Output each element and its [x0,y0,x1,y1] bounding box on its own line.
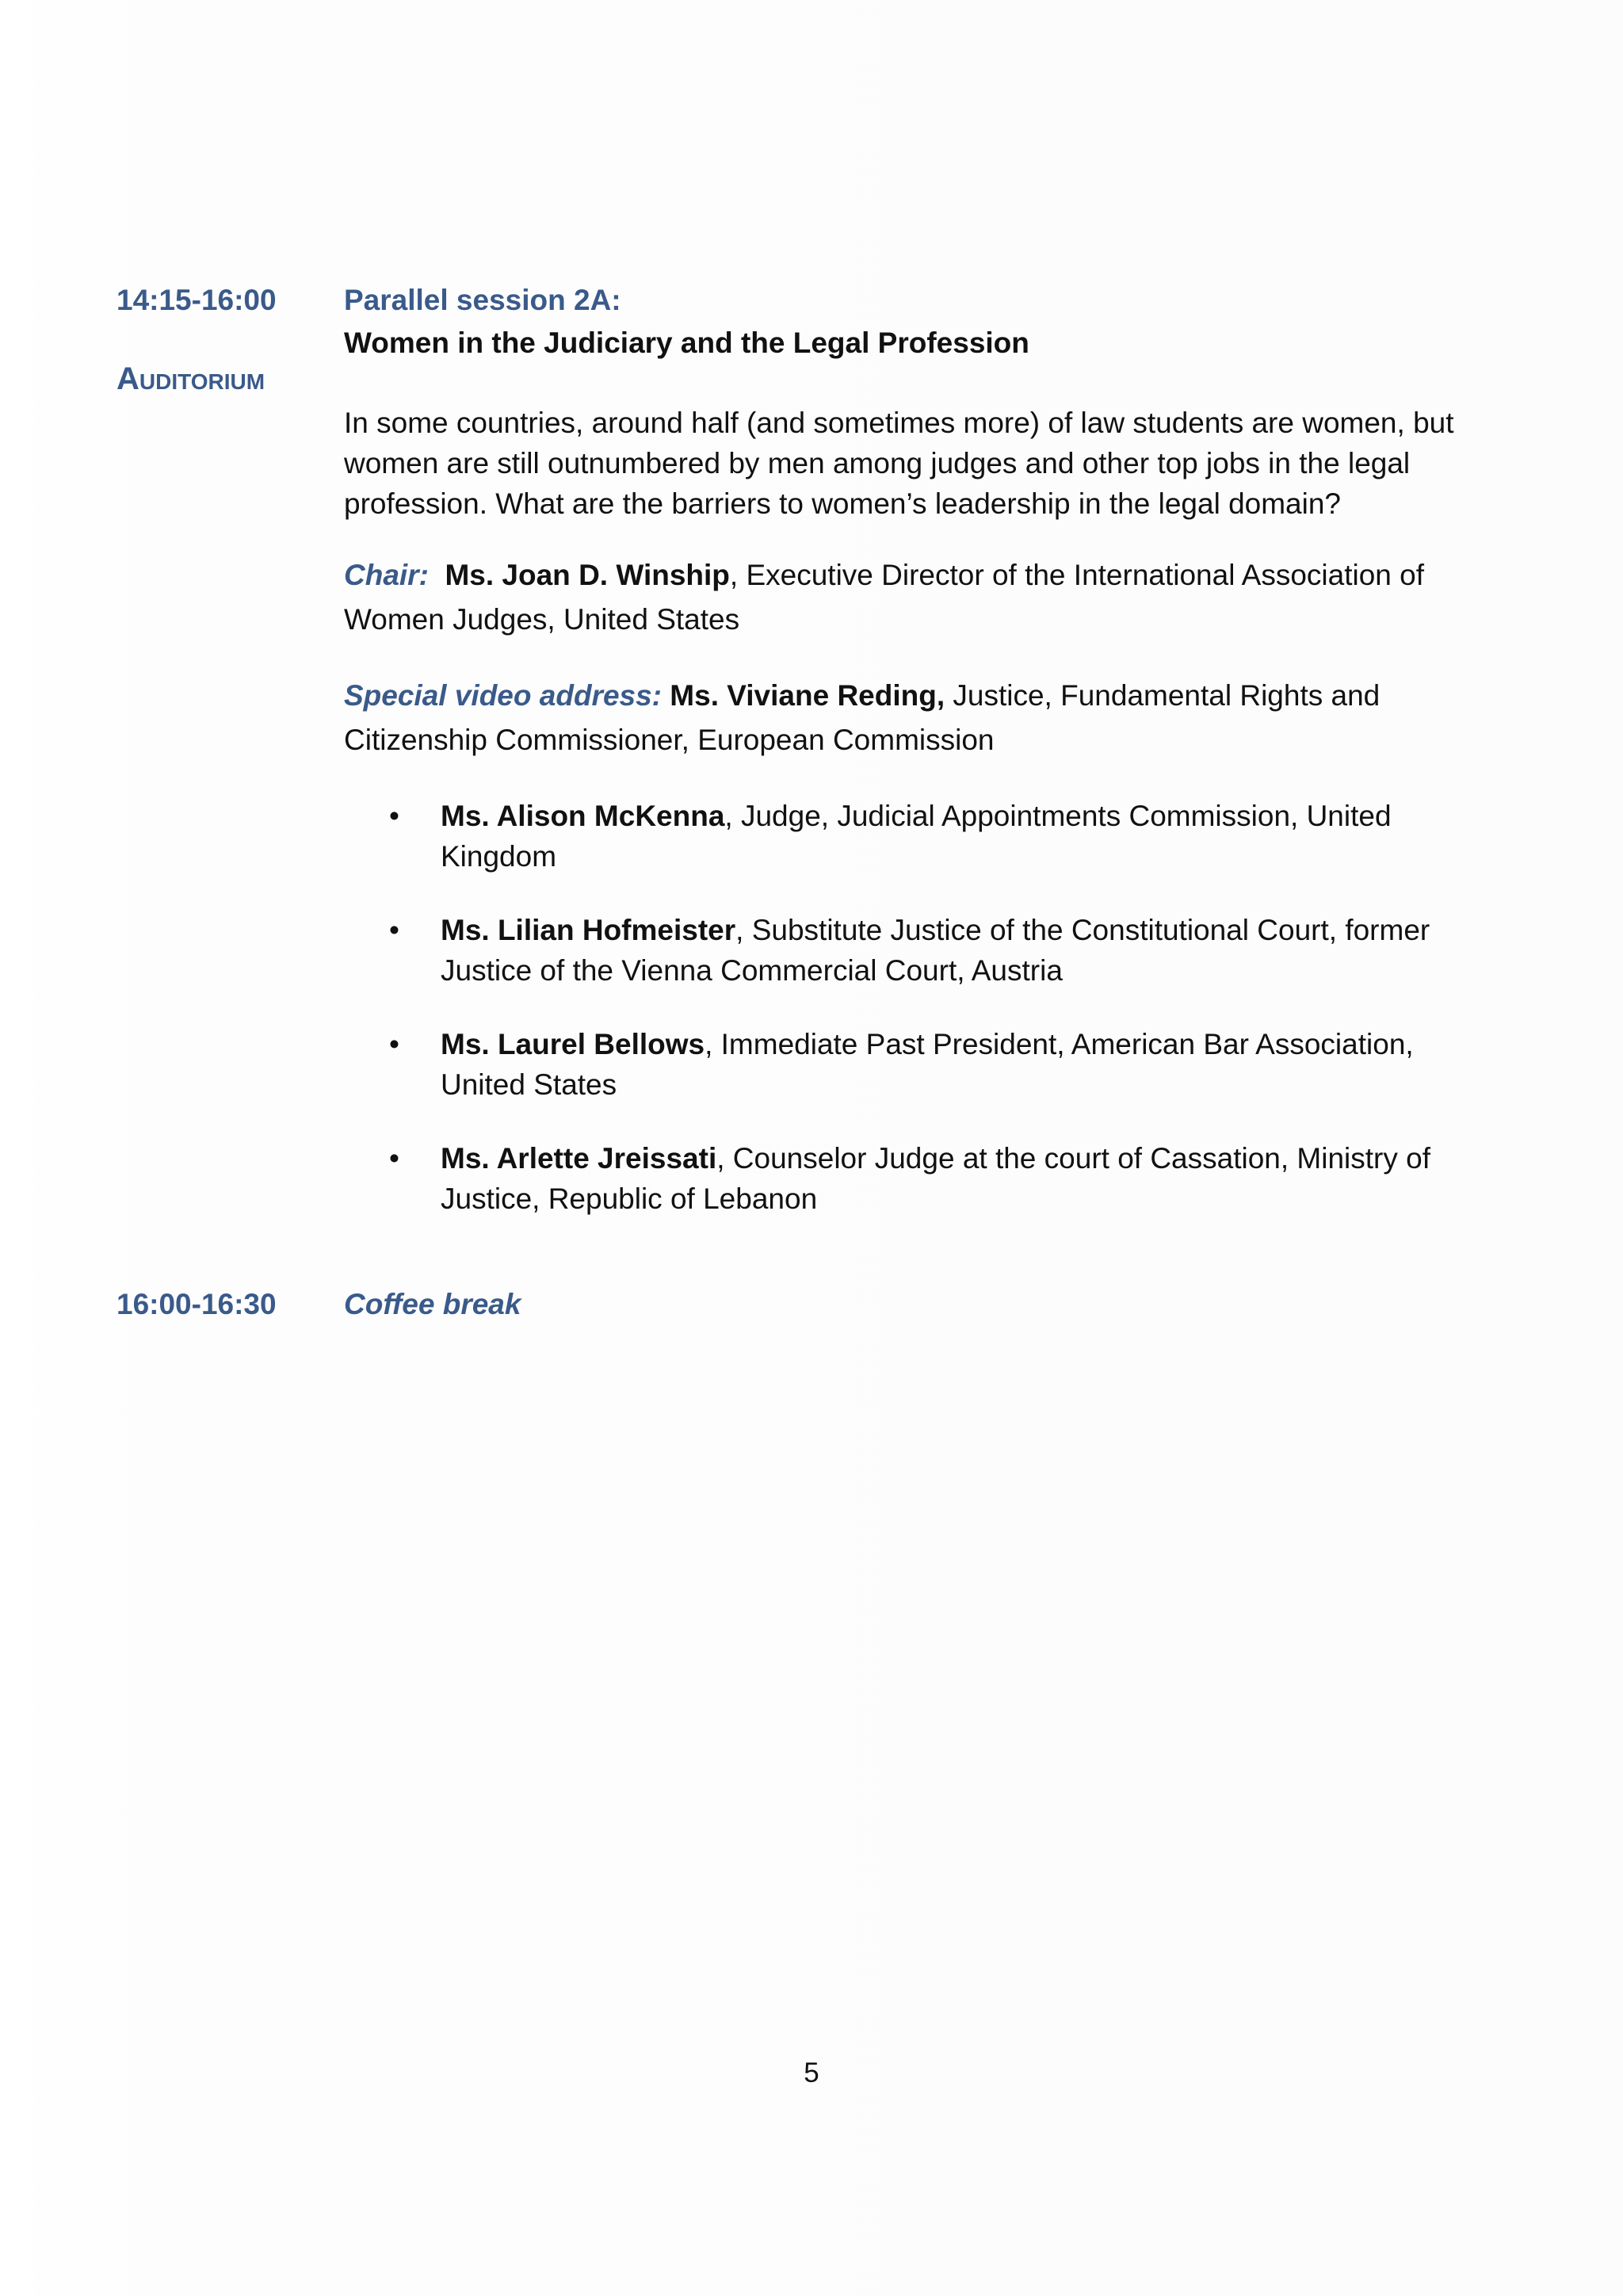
chair-description: , Executive Director of the International Association of Women Judges, United States [344,559,1425,636]
session-venue: Auditorium [116,361,265,396]
speaker-description: , Immediate Past President, American Bar Association, United States [441,1028,1414,1101]
speaker-item [344,910,1477,991]
chair-name: Ms. Joan D. Winship [445,559,730,591]
chair-line [344,553,1461,642]
speaker-item [344,1024,1477,1105]
speaker-description: , Substitute Justice of the Constitutional Court, former Justice of the Vienna Commercial Court, Austria [441,914,1430,987]
session-title: Women in the Judiciary and the Legal Profession [344,327,1029,359]
video-address-label: Special video address: [344,679,663,712]
bullet-icon: • [389,914,399,946]
speaker-name: Ms. Laurel Bellows [441,1028,705,1060]
speaker-list [344,796,1477,1252]
break-time: 16:00-16:30 [116,1288,277,1320]
bullet-icon: • [389,1028,399,1060]
speaker-item [344,796,1477,877]
session-intro: In some countries, around half (and sometimes more) of law students are women, but women are still outnumbered by men among judges and other top jobs in the legal profession. What are the barriers to women’s leadership in the legal domain? [344,407,1454,520]
bullet-icon: • [389,1142,399,1175]
session-label: Parallel session 2A: [344,284,621,316]
video-address-name: Ms. Viviane Reding, [670,679,945,712]
session-time: 14:15-16:00 [116,284,277,316]
speaker-item [344,1138,1477,1219]
page-number: 5 [804,2057,819,2088]
speaker-name: Ms. Lilian Hofmeister [441,914,736,946]
video-address-line [344,674,1461,762]
speaker-description: , Judge, Judicial Appointments Commission, United Kingdom [441,800,1392,873]
break-label: Coffee break [344,1288,521,1320]
speaker-name: Ms. Alison McKenna [441,800,725,832]
bullet-icon: • [389,800,399,832]
speaker-description: , Counselor Judge at the court of Cassation, Ministry of Justice, Republic of Lebanon [441,1142,1431,1215]
video-address-description: Justice, Fundamental Rights and Citizenship Commissioner, European Commission [344,679,1381,756]
speaker-name: Ms. Arlette Jreissati [441,1142,717,1175]
chair-label: Chair: [344,559,429,591]
